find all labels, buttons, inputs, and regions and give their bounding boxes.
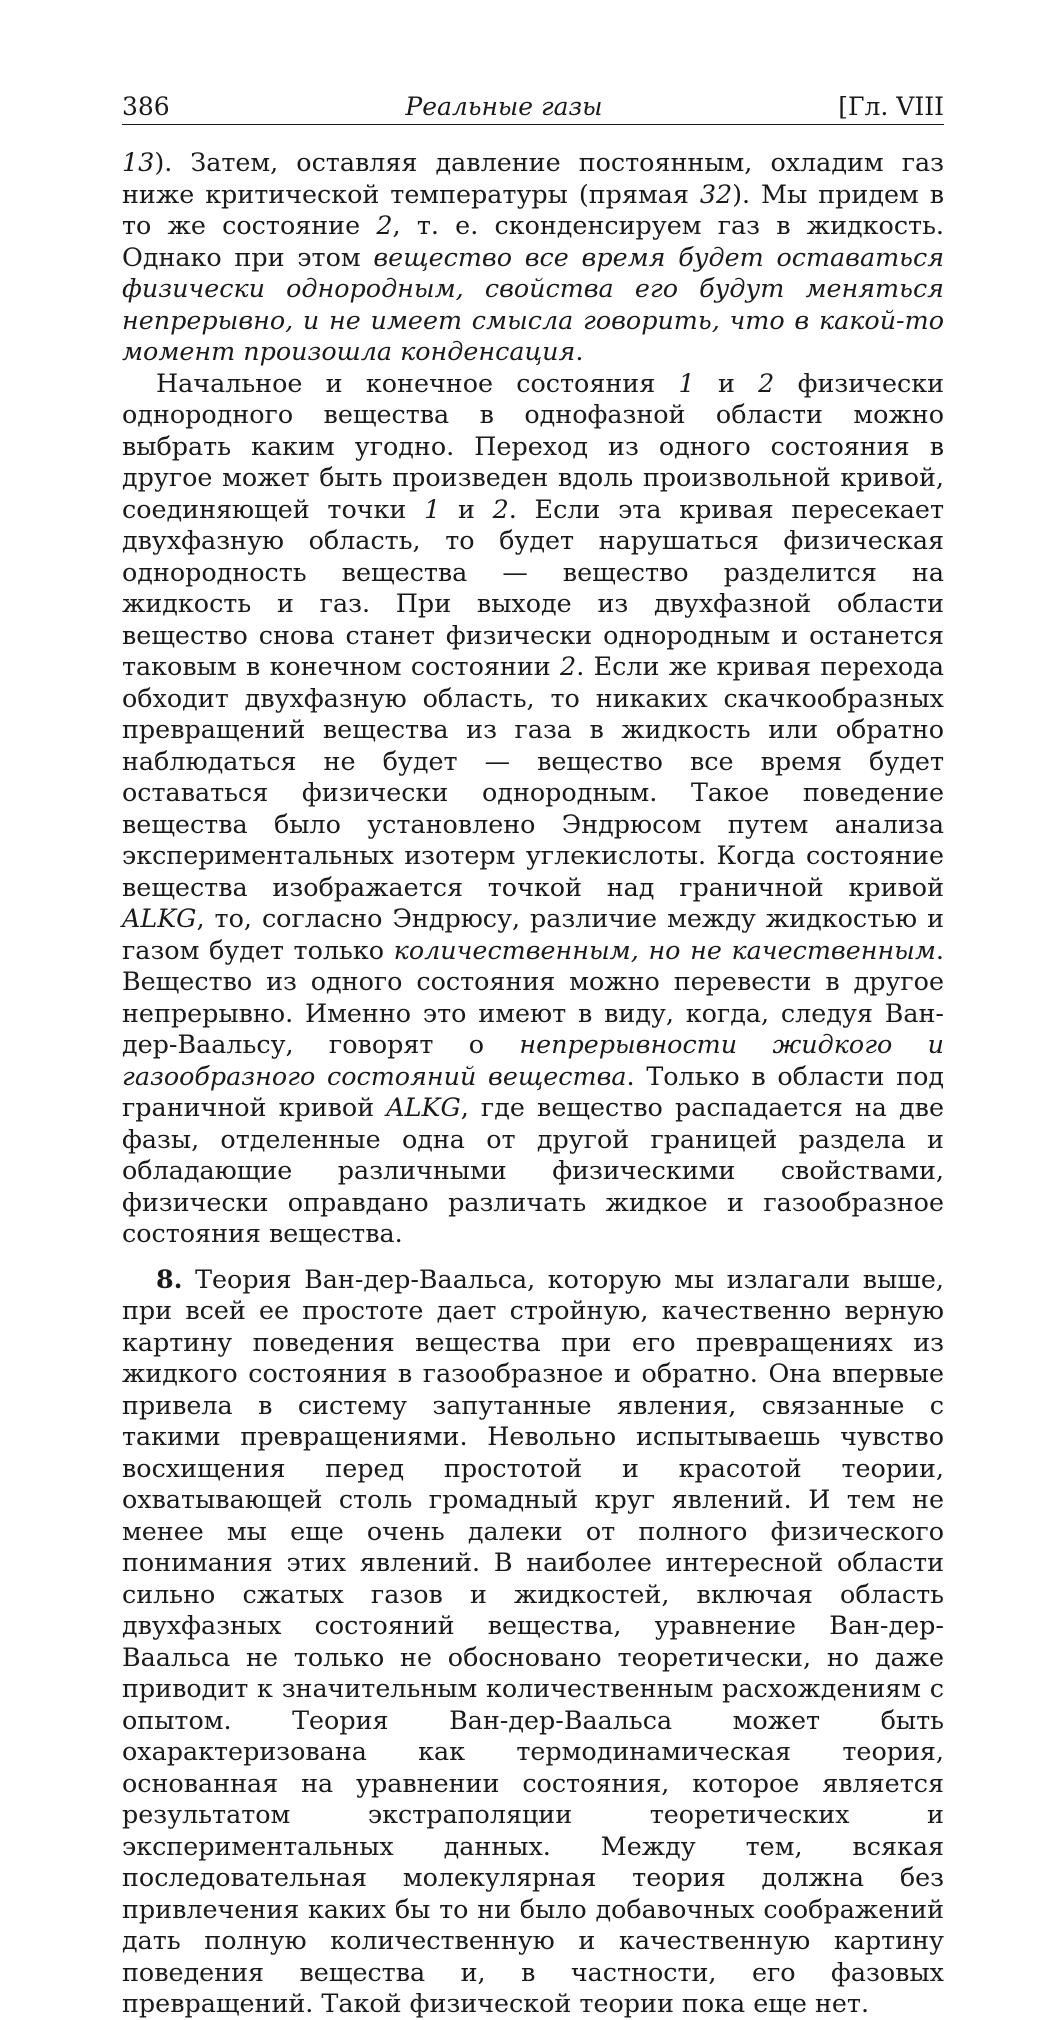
text-run: и (694, 367, 759, 398)
state-ref: 2 (376, 210, 393, 240)
text-run: Начальное и конечное состояния (156, 367, 679, 398)
text-run: , где вещество распадается на две фазы, отделенные одна от другой границей раздела и обладающие различными физическими свойствами, физически оправдано различать жидкое и газообразное состояния вещества. (122, 1092, 944, 1248)
text-run: . (575, 336, 584, 366)
page-number: 386 (122, 92, 170, 121)
text-run: . Вещество из одного состояния можно перевести в другое непрерывно. Именно это имеют в виду, когда, следуя Ван-дер-Ваальсу, говорят о (122, 934, 944, 1059)
body-text (122, 147, 944, 2020)
text-run: , то, согласно Эндрюсу, различие между жидкостью и газом будет только (122, 903, 944, 965)
text-run: . Только в области под граничной кривой (122, 1060, 944, 1122)
emphasis: количественным, но не качественным (393, 934, 936, 965)
paragraph-andrews (122, 368, 944, 1250)
text-run: . Если эта кривая пересекает двухфазную область, то будет нарушаться физическая однородность вещества — вещество разделится на жидкость и газ. При выходе из двухфазной области вещество снова станет физически однородным и останется таковым в конечном состоянии (122, 493, 944, 681)
text-run: , т. е. сконденсируем газ в жидкость. Однако при этом (122, 210, 944, 272)
paragraph-section-8 (122, 1264, 944, 2020)
emphasis: вещество все время будет оставаться физически однородным, свойства его будут меняться непрерывно, и не имеет смысла говорить, что в какой-то момент произошла конденсация (122, 241, 945, 366)
book-page (122, 0, 944, 2020)
chapter-label: [Гл. VIII (838, 92, 944, 121)
figure-ref: 13 (122, 147, 155, 177)
figure-ref: 32 (699, 178, 733, 209)
paragraph-continuation (122, 147, 944, 368)
text-run: ). Мы придем в то же состояние (122, 178, 944, 240)
running-header (122, 92, 944, 125)
state-ref: 2 (560, 651, 577, 681)
state-ref: 2 (758, 367, 775, 398)
emphasis: непрерывности жидкого и газообразного состояний вещества (122, 1029, 944, 1091)
text-run: ). Затем, оставляя давление постоянным, охладим газ ниже критической температуры (прямая (122, 147, 944, 209)
text-run: . Если же кривая перехода обходит двухфазную область, то никаких скачкообразных превращений вещества из газа в жидкость или обратно наблюдаться не будет — вещество все время будет оставаться физически однородным. Такое поведение вещества было установлено Эндрюсом путем анализа экспериментальных изотерм углекислоты. Когда состояние вещества изображается точкой над граничной кривой (122, 651, 944, 902)
section-number: 8. (156, 1263, 183, 1294)
state-ref: 2 (492, 493, 509, 524)
text-run: Теория Ван-дер-Ваальса, которую мы излагали выше, при всей ее простоте дает стройную, качественно верную картину поведения вещества при его превращениях из жидкого состояния в газообразное и обратно. Она впервые привела в систему запутанные явления, связанные с такими превращениями. Невольно испытываешь чувство восхищения перед простотой и красотой теории, охватывающей столь громадный круг явлений. И тем не менее мы еще очень далеки от полного физического понимания этих явлений. В наиболее интересной области сильно сжатых газов и жидкостей, включая область двухфазных состояний вещества, уравнение Ван-дер-Ваальса не только не обосновано теоретически, но даже приводит к значительным количественным расхождениям с опытом. Теория Ван-дер-Ваальса может быть охарактеризована как термодинамическая теория, основанная на уравнении состояния, которое является результатом экстраполяции теоретических и экспериментальных данных. Между тем, всякая последовательная молекулярная теория должна без привлечения каких бы то ни было добавочных соображений дать полную количественную и качественную картину поведения вещества и, в частности, его фазовых превращений. Такой физической теории пока еще нет. (122, 1263, 944, 2018)
curve-label: ALKG (386, 1092, 461, 1122)
state-ref: 1 (424, 493, 441, 524)
running-title: Реальные газы (405, 92, 603, 121)
state-ref: 1 (678, 367, 695, 398)
text-run: и (440, 493, 493, 524)
text-run: физически однородного вещества в однофазной области можно выбрать каким угодно. Переход из одного состояния в другое может быть произведен вдоль произвольной кривой, соединяющей точки (122, 367, 945, 524)
curve-label: ALKG (122, 903, 197, 933)
